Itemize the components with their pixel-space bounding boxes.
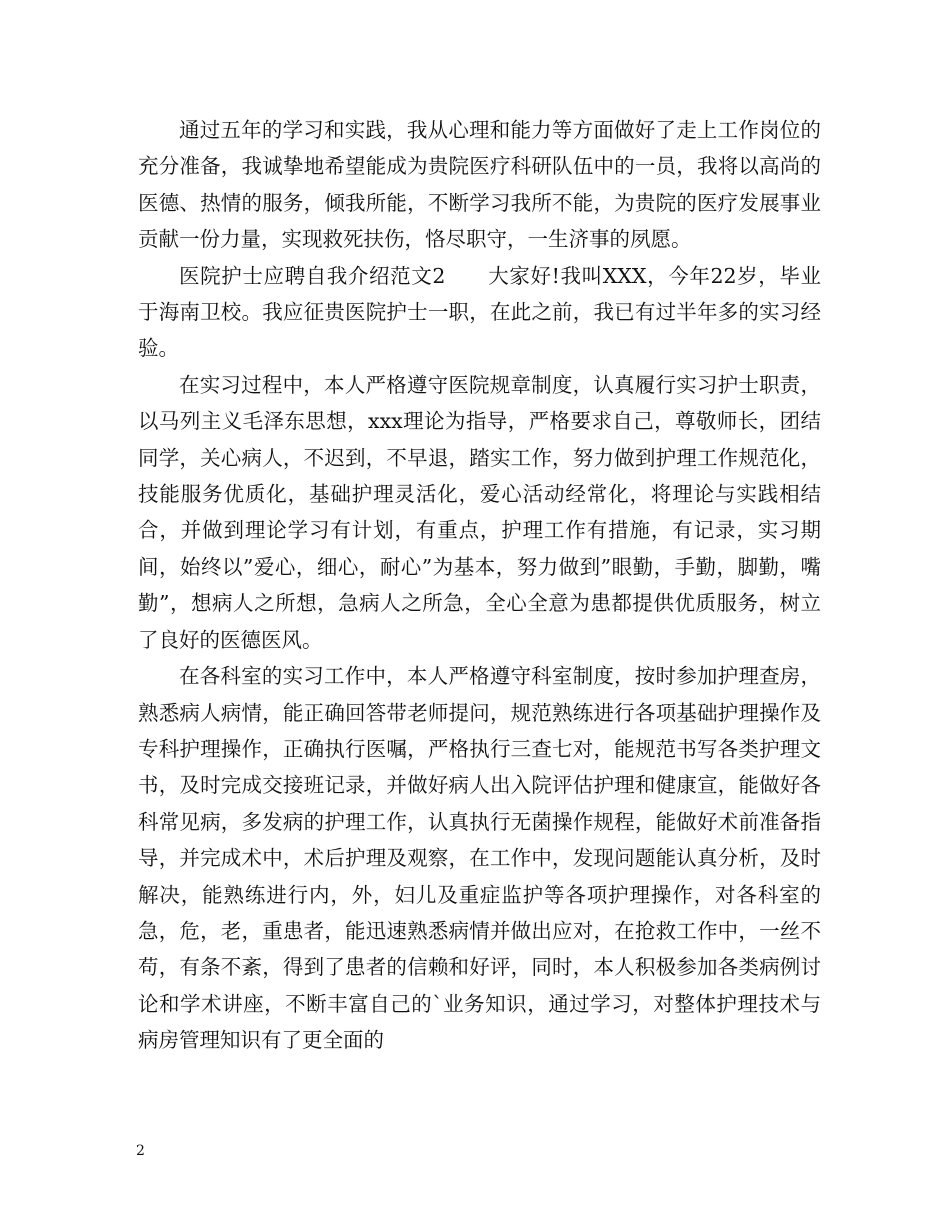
document-body — [138, 112, 821, 1059]
paragraph-2: 医院护士应聘自我介绍范文2 大家好!我叫XXX，今年22岁，毕业于海南卫校。我应征贵医院护士一职，在此之前，我已有过半年多的实习经验。 — [138, 263, 821, 361]
paragraph-1: 通过五年的学习和实践，我从心理和能力等方面做好了走上工作岗位的充分准备，我诚挚地希望能成为贵院医疗科研队伍中的一员，我将以高尚的医德、热情的服务，倾我所能，不断学习我所不能，为贵院的医疗发展事业贡献一份力量，实现救死扶伤，恪尽职守，一生济事的夙愿。 — [138, 118, 821, 252]
paragraph-4: 在各科室的实习工作中，本人严格遵守科室制度，按时参加护理查房，熟悉病人病情，能正确回答带老师提问，规范熟练进行各项基础护理操作及专科护理操作，正确执行医嘱，严格执行三查七对，能规范书写各类护理文书，及时完成交接班记录，并做好病人出入院评估护理和健康宣，能做好各科常见病，多发病的护理工作，认真执行无菌操作规程，能做好术前准备指导，并完成术中，术后护理及观察，在工作中，发现问题能认真分析，及时解决，能熟练进行内，外，妇儿及重症监护等各项护理操作，对各科室的急，危，老，重患者，能迅速熟悉病情并做出应对，在抢救工作中，一丝不苟，有条不紊，得到了患者的信赖和好评，同时，本人积极参加各类病例讨论和学术讲座，不断丰富自己的`业务知识，通过学习，对整体护理技术与病房管理知识有了更全面的 — [138, 664, 821, 1053]
paragraph-3: 在实习过程中，本人严格遵守医院规章制度，认真履行实习护士职责，以马列主义毛泽东思想，xxx理论为指导，严格要求自己，尊敬师长，团结同学，关心病人，不迟到，不早退，踏实工作，努力做到护理工作规范化，技能服务优质化，基础护理灵活化，爱心活动经常化，将理论与实践相结合，并做到理论学习有计划，有重点，护理工作有措施，有记录，实习期间，始终以”爱心，细心，耐心”为基本，努力做到”眼勤，手勤，脚勤，嘴勤”，想病人之所想，急病人之所急，全心全意为患都提供优质服务，树立了良好的医德医风。 — [138, 372, 821, 652]
page-number: 2 — [136, 1143, 145, 1159]
